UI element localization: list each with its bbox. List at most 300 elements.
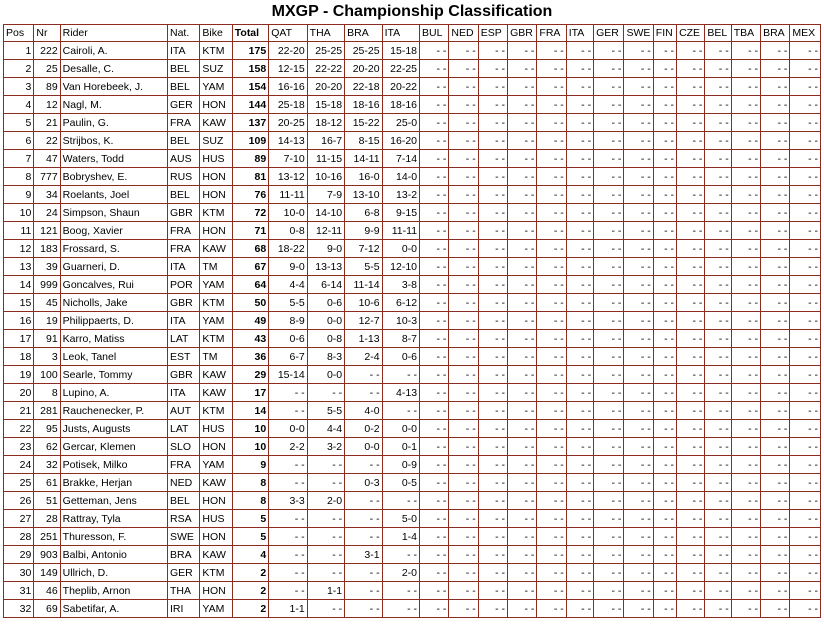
result-cell: - - — [478, 492, 507, 510]
total-cell: 76 — [232, 186, 268, 204]
bike-cell: KTM — [200, 42, 232, 60]
result-cell: - - — [653, 222, 676, 240]
result-cell: - - — [677, 240, 705, 258]
result-cell: - - — [478, 204, 507, 222]
result-cell: 6-8 — [345, 204, 382, 222]
total-cell: 175 — [232, 42, 268, 60]
bike-cell: KAW — [200, 114, 232, 132]
result-cell: - - — [508, 96, 537, 114]
result-cell: - - — [566, 150, 593, 168]
position-cell: 29 — [4, 546, 34, 564]
total-cell: 29 — [232, 366, 268, 384]
column-header: CZE — [677, 25, 705, 42]
result-cell: - - — [790, 582, 821, 600]
result-cell: 2-2 — [269, 438, 307, 456]
total-cell: 137 — [232, 114, 268, 132]
result-cell: - - — [508, 366, 537, 384]
result-cell: - - — [594, 312, 624, 330]
result-cell: - - — [705, 474, 731, 492]
result-cell: - - — [653, 546, 676, 564]
number-cell: 222 — [34, 42, 60, 60]
result-cell: - - — [761, 132, 790, 150]
result-cell: 20-20 — [307, 78, 344, 96]
result-cell: - - — [594, 168, 624, 186]
table-row — [4, 438, 821, 456]
result-cell: - - — [731, 294, 760, 312]
bike-cell: HON — [200, 168, 232, 186]
result-cell: - - — [508, 510, 537, 528]
result-cell: - - — [705, 456, 731, 474]
result-cell: 0-0 — [307, 312, 344, 330]
result-cell: - - — [705, 258, 731, 276]
result-cell: - - — [677, 348, 705, 366]
result-cell: - - — [790, 96, 821, 114]
result-cell: - - — [624, 168, 653, 186]
result-cell: - - — [594, 276, 624, 294]
total-cell: 50 — [232, 294, 268, 312]
result-cell: - - — [478, 366, 507, 384]
total-cell: 68 — [232, 240, 268, 258]
result-cell: - - — [705, 114, 731, 132]
result-cell: 3-1 — [345, 546, 382, 564]
result-cell: - - — [566, 258, 593, 276]
bike-cell: HON — [200, 186, 232, 204]
result-cell: 13-10 — [345, 186, 382, 204]
result-cell: 0-0 — [307, 366, 344, 384]
classification-table — [3, 24, 821, 618]
result-cell: - - — [677, 456, 705, 474]
result-cell: - - — [594, 294, 624, 312]
result-cell: - - — [761, 114, 790, 132]
result-cell: - - — [624, 222, 653, 240]
result-cell: - - — [594, 222, 624, 240]
result-cell: - - — [761, 312, 790, 330]
result-cell: 20-22 — [382, 78, 419, 96]
result-cell: - - — [677, 42, 705, 60]
result-cell: 16-16 — [269, 78, 307, 96]
result-cell: - - — [761, 492, 790, 510]
number-cell: 903 — [34, 546, 60, 564]
result-cell: - - — [449, 258, 478, 276]
result-cell: - - — [566, 186, 593, 204]
result-cell: - - — [537, 222, 566, 240]
position-cell: 11 — [4, 222, 34, 240]
result-cell: - - — [382, 366, 419, 384]
result-cell: 1-4 — [382, 528, 419, 546]
result-cell: - - — [790, 240, 821, 258]
table-row — [4, 366, 821, 384]
result-cell: - - — [594, 474, 624, 492]
result-cell: - - — [478, 402, 507, 420]
result-cell: 22-22 — [307, 60, 344, 78]
result-cell: - - — [731, 402, 760, 420]
result-cell: - - — [594, 402, 624, 420]
result-cell: - - — [420, 150, 449, 168]
result-cell: 15-14 — [269, 366, 307, 384]
result-cell: - - — [624, 132, 653, 150]
nation-cell: AUS — [167, 150, 199, 168]
result-cell: - - — [731, 42, 760, 60]
result-cell: 3-3 — [269, 492, 307, 510]
result-cell: - - — [624, 312, 653, 330]
result-cell: - - — [594, 78, 624, 96]
result-cell: 0-0 — [345, 438, 382, 456]
result-cell: - - — [761, 150, 790, 168]
number-cell: 999 — [34, 276, 60, 294]
position-cell: 1 — [4, 42, 34, 60]
result-cell: - - — [677, 276, 705, 294]
column-header: Pos — [4, 25, 34, 42]
nation-cell: AUT — [167, 402, 199, 420]
position-cell: 28 — [4, 528, 34, 546]
result-cell: - - — [624, 78, 653, 96]
result-cell: - - — [537, 510, 566, 528]
result-cell: - - — [594, 240, 624, 258]
result-cell: - - — [705, 78, 731, 96]
position-cell: 14 — [4, 276, 34, 294]
result-cell: - - — [677, 384, 705, 402]
result-cell: - - — [420, 348, 449, 366]
result-cell: - - — [269, 402, 307, 420]
number-cell: 69 — [34, 600, 60, 618]
result-cell: - - — [420, 402, 449, 420]
result-cell: - - — [677, 312, 705, 330]
result-cell: - - — [420, 258, 449, 276]
result-cell: - - — [705, 402, 731, 420]
nation-cell: RSA — [167, 510, 199, 528]
result-cell: - - — [594, 348, 624, 366]
nation-cell: LAT — [167, 420, 199, 438]
column-header: TBA — [731, 25, 760, 42]
result-cell: 22-25 — [382, 60, 419, 78]
number-cell: 61 — [34, 474, 60, 492]
result-cell: - - — [566, 312, 593, 330]
column-header: ESP — [478, 25, 507, 42]
position-cell: 17 — [4, 330, 34, 348]
result-cell: - - — [677, 294, 705, 312]
result-cell: - - — [790, 312, 821, 330]
column-header: FIN — [653, 25, 676, 42]
result-cell: - - — [537, 564, 566, 582]
result-cell: - - — [478, 96, 507, 114]
result-cell: - - — [420, 240, 449, 258]
result-cell: - - — [537, 600, 566, 618]
result-cell: - - — [731, 168, 760, 186]
rider-cell: Rauchenecker, P. — [60, 402, 167, 420]
result-cell: 0-0 — [269, 420, 307, 438]
result-cell: - - — [761, 564, 790, 582]
result-cell: 16-0 — [345, 168, 382, 186]
result-cell: - - — [677, 258, 705, 276]
result-cell: - - — [624, 186, 653, 204]
result-cell: - - — [653, 384, 676, 402]
result-cell: 4-4 — [269, 276, 307, 294]
total-cell: 144 — [232, 96, 268, 114]
result-cell: - - — [653, 330, 676, 348]
result-cell: - - — [269, 384, 307, 402]
result-cell: - - — [761, 186, 790, 204]
result-cell: - - — [653, 564, 676, 582]
result-cell: - - — [653, 348, 676, 366]
result-cell: - - — [478, 348, 507, 366]
result-cell: 25-25 — [307, 42, 344, 60]
result-cell: 25-25 — [345, 42, 382, 60]
result-cell: - - — [731, 60, 760, 78]
total-cell: 81 — [232, 168, 268, 186]
result-cell: - - — [307, 564, 344, 582]
result-cell: 2-0 — [382, 564, 419, 582]
table-row — [4, 384, 821, 402]
result-cell: 22-20 — [269, 42, 307, 60]
result-cell: - - — [731, 474, 760, 492]
total-cell: 36 — [232, 348, 268, 366]
result-cell: - - — [566, 384, 593, 402]
result-cell: - - — [508, 240, 537, 258]
result-cell: - - — [677, 600, 705, 618]
result-cell: - - — [790, 258, 821, 276]
result-cell: - - — [731, 438, 760, 456]
result-cell: 0-2 — [345, 420, 382, 438]
result-cell: 8-7 — [382, 330, 419, 348]
number-cell: 251 — [34, 528, 60, 546]
nation-cell: NED — [167, 474, 199, 492]
result-cell: - - — [449, 510, 478, 528]
result-cell: - - — [449, 366, 478, 384]
result-cell: - - — [705, 510, 731, 528]
number-cell: 25 — [34, 60, 60, 78]
result-cell: - - — [420, 312, 449, 330]
position-cell: 8 — [4, 168, 34, 186]
table-row — [4, 114, 821, 132]
result-cell: - - — [705, 528, 731, 546]
result-cell: 10-16 — [307, 168, 344, 186]
result-cell: - - — [382, 600, 419, 618]
nation-cell: BRA — [167, 546, 199, 564]
table-row — [4, 510, 821, 528]
table-row — [4, 420, 821, 438]
result-cell: 2-4 — [345, 348, 382, 366]
result-cell: 13-12 — [269, 168, 307, 186]
column-header: BRA — [761, 25, 790, 42]
result-cell: 25-18 — [269, 96, 307, 114]
result-cell: - - — [478, 474, 507, 492]
result-cell: - - — [624, 114, 653, 132]
result-cell: - - — [478, 582, 507, 600]
result-cell: - - — [508, 438, 537, 456]
result-cell: - - — [478, 60, 507, 78]
result-cell: - - — [382, 492, 419, 510]
result-cell: 1-1 — [307, 582, 344, 600]
total-cell: 5 — [232, 510, 268, 528]
result-cell: - - — [731, 600, 760, 618]
number-cell: 62 — [34, 438, 60, 456]
result-cell: 0-6 — [382, 348, 419, 366]
total-cell: 158 — [232, 60, 268, 78]
table-row — [4, 582, 821, 600]
result-cell: - - — [677, 132, 705, 150]
result-cell: - - — [449, 114, 478, 132]
rider-cell: Rattray, Tyla — [60, 510, 167, 528]
number-cell: 21 — [34, 114, 60, 132]
result-cell: - - — [566, 240, 593, 258]
result-cell: - - — [705, 330, 731, 348]
result-cell: - - — [478, 546, 507, 564]
result-cell: - - — [653, 402, 676, 420]
result-cell: - - — [761, 168, 790, 186]
result-cell: - - — [761, 420, 790, 438]
result-cell: - - — [705, 312, 731, 330]
result-cell: - - — [731, 312, 760, 330]
total-cell: 10 — [232, 420, 268, 438]
result-cell: - - — [705, 546, 731, 564]
result-cell: - - — [420, 564, 449, 582]
result-cell: - - — [624, 294, 653, 312]
result-cell: - - — [478, 78, 507, 96]
table-row — [4, 276, 821, 294]
result-cell: - - — [705, 204, 731, 222]
result-cell: - - — [790, 438, 821, 456]
nation-cell: RUS — [167, 168, 199, 186]
result-cell: - - — [761, 366, 790, 384]
result-cell: - - — [653, 240, 676, 258]
result-cell: - - — [790, 132, 821, 150]
result-cell: - - — [653, 60, 676, 78]
result-cell: - - — [537, 60, 566, 78]
result-cell: - - — [653, 276, 676, 294]
result-cell: - - — [624, 60, 653, 78]
result-cell: - - — [705, 150, 731, 168]
result-cell: - - — [677, 168, 705, 186]
result-cell: - - — [508, 222, 537, 240]
nation-cell: POR — [167, 276, 199, 294]
total-cell: 10 — [232, 438, 268, 456]
result-cell: - - — [508, 474, 537, 492]
result-cell: - - — [731, 258, 760, 276]
column-header: QAT — [269, 25, 307, 42]
position-cell: 10 — [4, 204, 34, 222]
result-cell: - - — [731, 222, 760, 240]
rider-cell: Searle, Tommy — [60, 366, 167, 384]
bike-cell: KTM — [200, 564, 232, 582]
result-cell: - - — [449, 150, 478, 168]
result-cell: - - — [269, 510, 307, 528]
result-cell: - - — [537, 294, 566, 312]
result-cell: - - — [790, 402, 821, 420]
result-cell: - - — [731, 366, 760, 384]
result-cell: - - — [420, 132, 449, 150]
rider-cell: Sabetifar, A. — [60, 600, 167, 618]
bike-cell: HON — [200, 492, 232, 510]
result-cell: - - — [420, 600, 449, 618]
result-cell: - - — [566, 222, 593, 240]
result-cell: - - — [761, 510, 790, 528]
result-cell: - - — [420, 168, 449, 186]
result-cell: - - — [537, 420, 566, 438]
result-cell: 10-3 — [382, 312, 419, 330]
result-cell: - - — [449, 456, 478, 474]
result-cell: - - — [653, 600, 676, 618]
result-cell: - - — [705, 366, 731, 384]
rider-cell: Guarneri, D. — [60, 258, 167, 276]
result-cell: - - — [449, 474, 478, 492]
result-cell: - - — [449, 276, 478, 294]
result-cell: - - — [761, 276, 790, 294]
result-cell: - - — [478, 438, 507, 456]
result-cell: - - — [761, 456, 790, 474]
position-cell: 22 — [4, 420, 34, 438]
result-cell: - - — [508, 150, 537, 168]
table-row — [4, 348, 821, 366]
table-row — [4, 474, 821, 492]
result-cell: 11-15 — [307, 150, 344, 168]
result-cell: - - — [449, 546, 478, 564]
table-row — [4, 600, 821, 618]
result-cell: - - — [508, 294, 537, 312]
number-cell: 8 — [34, 384, 60, 402]
result-cell: - - — [420, 456, 449, 474]
result-cell: - - — [566, 456, 593, 474]
rider-cell: Brakke, Herjan — [60, 474, 167, 492]
result-cell: - - — [420, 186, 449, 204]
result-cell: - - — [508, 420, 537, 438]
result-cell: - - — [790, 474, 821, 492]
result-cell: - - — [449, 168, 478, 186]
result-cell: - - — [677, 492, 705, 510]
position-cell: 2 — [4, 60, 34, 78]
result-cell: - - — [537, 330, 566, 348]
result-cell: - - — [790, 456, 821, 474]
result-cell: - - — [420, 204, 449, 222]
nation-cell: GBR — [167, 294, 199, 312]
result-cell: - - — [537, 186, 566, 204]
result-cell: 8-15 — [345, 132, 382, 150]
result-cell: 0-1 — [382, 438, 419, 456]
result-cell: - - — [705, 348, 731, 366]
result-cell: - - — [731, 528, 760, 546]
result-cell: - - — [566, 42, 593, 60]
total-cell: 71 — [232, 222, 268, 240]
result-cell: - - — [449, 582, 478, 600]
rider-cell: Potisek, Milko — [60, 456, 167, 474]
result-cell: - - — [761, 294, 790, 312]
result-cell: - - — [790, 114, 821, 132]
result-cell: - - — [594, 492, 624, 510]
total-cell: 89 — [232, 150, 268, 168]
result-cell: - - — [594, 60, 624, 78]
bike-cell: KAW — [200, 474, 232, 492]
bike-cell: KAW — [200, 366, 232, 384]
result-cell: - - — [653, 150, 676, 168]
column-header: Nr — [34, 25, 60, 42]
result-cell: - - — [624, 384, 653, 402]
result-cell: - - — [449, 60, 478, 78]
position-cell: 16 — [4, 312, 34, 330]
result-cell: - - — [790, 42, 821, 60]
result-cell: - - — [478, 240, 507, 258]
result-cell: - - — [624, 150, 653, 168]
result-cell: - - — [624, 600, 653, 618]
result-cell: - - — [307, 474, 344, 492]
result-cell: 4-0 — [345, 402, 382, 420]
position-cell: 25 — [4, 474, 34, 492]
result-cell: - - — [508, 114, 537, 132]
result-cell: 5-0 — [382, 510, 419, 528]
result-cell: - - — [761, 348, 790, 366]
result-cell: - - — [449, 96, 478, 114]
position-cell: 12 — [4, 240, 34, 258]
position-cell: 19 — [4, 366, 34, 384]
result-cell: - - — [761, 258, 790, 276]
